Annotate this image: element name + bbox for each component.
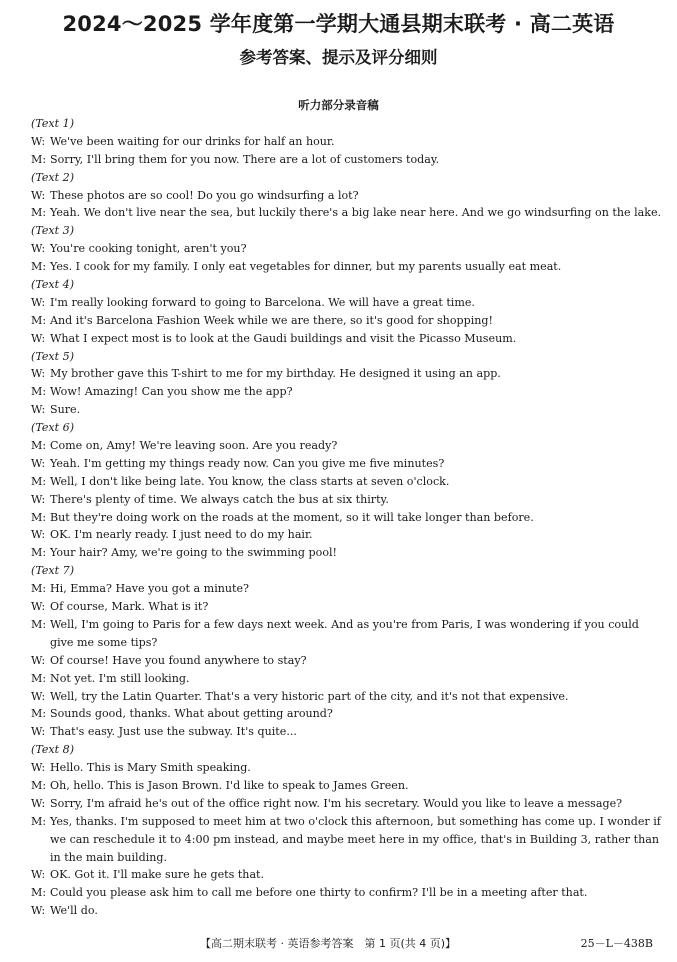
speech-text: These photos are so cool! Do you go windsurfing a lot? bbox=[50, 188, 359, 202]
transcript bbox=[31, 115, 661, 920]
dialogue-line bbox=[31, 526, 661, 544]
speech-text: Wow! Amazing! Can you show me the app? bbox=[50, 385, 293, 399]
dialogue-line bbox=[31, 902, 661, 920]
dialogue-line bbox=[31, 312, 661, 330]
footer-page-info: 【高二期末联考 · 英语参考答案 第 1 页(共 4 页)】 bbox=[200, 937, 457, 950]
speaker-label: M: bbox=[31, 671, 47, 685]
dialogue-line bbox=[31, 365, 661, 383]
speech-text: Well, try the Latin Quarter. That's a very historic part of the city, and it's not that expensive. bbox=[50, 689, 569, 703]
speaker-label: M: bbox=[31, 385, 47, 399]
speech-text: And it's Barcelona Fashion Week while we are there, so it's good for shopping! bbox=[50, 313, 493, 327]
speech-text: Well, I'm going to Paris for a few days next week. And as you're from Paris, I was wondering if you could give me some tips? bbox=[50, 617, 639, 649]
dialogue-line bbox=[31, 509, 661, 527]
text-label: (Text 4) bbox=[31, 278, 75, 292]
dialogue-line bbox=[31, 455, 661, 473]
speech-text: Yeah. I'm getting my things ready now. Can you give me five minutes? bbox=[50, 456, 445, 470]
text-label: (Text 8) bbox=[31, 743, 75, 757]
speech-text: Could you please ask him to call me before one thirty to confirm? I'll be in a meeting after that. bbox=[50, 886, 588, 900]
speech-text: Yeah. We don't live near the sea, but luckily there's a big lake near here. And we go windsurfing on the lake. bbox=[50, 206, 662, 220]
speech-text: Hello. This is Mary Smith speaking. bbox=[50, 761, 251, 775]
speech-text: My brother gave this T-shirt to me for my birthday. He designed it using an app. bbox=[50, 367, 501, 381]
speaker-label: M: bbox=[31, 206, 47, 220]
speech-text: I'm really looking forward to going to Barcelona. We will have a great time. bbox=[50, 295, 475, 309]
dialogue-line bbox=[31, 544, 661, 562]
document-title: 2024～2025 学年度第一学期大通县期末联考 · 高二英语 bbox=[62, 12, 615, 36]
speaker-label: W: bbox=[31, 134, 46, 148]
dialogue-line bbox=[31, 240, 661, 258]
speaker-label: W: bbox=[31, 403, 46, 417]
dialogue-line bbox=[31, 294, 661, 312]
speaker-label: M: bbox=[31, 439, 47, 453]
speaker-label: W: bbox=[31, 295, 46, 309]
dialogue-line bbox=[31, 133, 661, 151]
speech-text: Yes. I cook for my family. I only eat vegetables for dinner, but my parents usually eat meat. bbox=[50, 260, 562, 274]
text-label: (Text 1) bbox=[31, 117, 75, 130]
speaker-label: W: bbox=[31, 456, 46, 470]
speech-text: Yes, thanks. I'm supposed to meet him at two o'clock this afternoon, but something has come up. I wonder if we can reschedule it to 4:00 pm instead, and maybe meet here in my office, that's in Building 3, rather than in the main building. bbox=[50, 814, 661, 864]
speech-text: OK. Got it. I'll make sure he gets that. bbox=[50, 868, 265, 882]
speech-text: That's easy. Just use the subway. It's quite... bbox=[50, 725, 297, 739]
speaker-label: W: bbox=[31, 367, 46, 381]
speech-text: Oh, hello. This is Jason Brown. I'd like to speak to James Green. bbox=[50, 778, 409, 792]
dialogue-line bbox=[31, 491, 661, 509]
text-section-label bbox=[31, 115, 661, 133]
speech-text: Not yet. I'm still looking. bbox=[50, 671, 190, 685]
speech-text: Sorry, I'll bring them for you now. There are a lot of customers today. bbox=[50, 152, 440, 166]
dialogue-line bbox=[31, 580, 661, 598]
speaker-label: M: bbox=[31, 617, 47, 631]
text-label: (Text 2) bbox=[31, 170, 75, 184]
dialogue-line bbox=[31, 723, 661, 741]
speaker-label: W: bbox=[31, 689, 46, 703]
speaker-label: M: bbox=[31, 313, 47, 327]
speaker-label: W: bbox=[31, 528, 46, 542]
dialogue-line bbox=[31, 383, 661, 401]
speech-text: We'll do. bbox=[50, 904, 98, 918]
dialogue-line bbox=[31, 759, 661, 777]
dialogue-line bbox=[31, 670, 661, 688]
speech-text: Of course, Mark. What is it? bbox=[50, 600, 209, 614]
speaker-label: M: bbox=[31, 510, 47, 524]
dialogue-line bbox=[31, 401, 661, 419]
speaker-label: W: bbox=[31, 868, 46, 882]
speaker-label: W: bbox=[31, 761, 46, 775]
dialogue-line bbox=[31, 652, 661, 670]
text-section-label bbox=[31, 276, 661, 294]
document-subtitle: 参考答案、提示及评分细则 bbox=[239, 48, 438, 67]
speech-text: Well, I don't like being late. You know, the class starts at seven o'clock. bbox=[50, 474, 450, 488]
dialogue-line bbox=[31, 884, 661, 902]
speech-text: OK. I'm nearly ready. I just need to do my hair. bbox=[50, 528, 313, 542]
text-section-label bbox=[31, 348, 661, 366]
speech-text: Sorry, I'm afraid he's out of the office right now. I'm his secretary. Would you like to leave a message? bbox=[50, 796, 623, 810]
footer-code: 25－L－438B bbox=[580, 937, 653, 950]
dialogue-line bbox=[31, 616, 661, 652]
speaker-label: W: bbox=[31, 188, 46, 202]
speech-text: Come on, Amy! We're leaving soon. Are you ready? bbox=[50, 439, 338, 453]
text-label: (Text 6) bbox=[31, 421, 75, 435]
text-section-label bbox=[31, 419, 661, 437]
speech-text: There's plenty of time. We always catch the bus at six thirty. bbox=[50, 492, 389, 506]
speaker-label: W: bbox=[31, 796, 46, 810]
speech-text: We've been waiting for our drinks for half an hour. bbox=[50, 134, 335, 148]
dialogue-line bbox=[31, 598, 661, 616]
speaker-label: W: bbox=[31, 600, 46, 614]
speaker-label: M: bbox=[31, 152, 47, 166]
speaker-label: M: bbox=[31, 778, 47, 792]
text-section-label bbox=[31, 562, 661, 580]
speaker-label: M: bbox=[31, 814, 47, 828]
dialogue-line bbox=[31, 813, 661, 867]
speaker-label: W: bbox=[31, 904, 46, 918]
text-label: (Text 5) bbox=[31, 349, 75, 363]
dialogue-line bbox=[31, 151, 661, 169]
section-heading: 听力部分录音稿 bbox=[298, 98, 379, 112]
speaker-label: W: bbox=[31, 725, 46, 739]
speaker-label: M: bbox=[31, 474, 47, 488]
dialogue-line bbox=[31, 330, 661, 348]
dialogue-line bbox=[31, 204, 661, 222]
speech-text: Of course! Have you found anywhere to stay? bbox=[50, 653, 307, 667]
text-label: (Text 7) bbox=[31, 564, 75, 578]
speaker-label: W: bbox=[31, 242, 46, 256]
text-section-label bbox=[31, 169, 661, 187]
speech-text: You're cooking tonight, aren't you? bbox=[50, 242, 247, 256]
speaker-label: M: bbox=[31, 886, 47, 900]
speaker-label: M: bbox=[31, 546, 47, 560]
speech-text: Hi, Emma? Have you got a minute? bbox=[50, 582, 249, 596]
speaker-label: W: bbox=[31, 331, 46, 345]
speaker-label: M: bbox=[31, 582, 47, 596]
speech-text: Your hair? Amy, we're going to the swimming pool! bbox=[50, 546, 338, 560]
text-section-label bbox=[31, 741, 661, 759]
speech-text: What I expect most is to look at the Gaudi buildings and visit the Picasso Museum. bbox=[50, 331, 517, 345]
speaker-label: M: bbox=[31, 260, 47, 274]
dialogue-line bbox=[31, 688, 661, 706]
text-section-label bbox=[31, 222, 661, 240]
text-label: (Text 3) bbox=[31, 224, 75, 238]
dialogue-line bbox=[31, 777, 661, 795]
speech-text: Sure. bbox=[50, 403, 81, 417]
speech-text: But they're doing work on the roads at the moment, so it will take longer than before. bbox=[50, 510, 534, 524]
speaker-label: M: bbox=[31, 707, 47, 721]
dialogue-line bbox=[31, 437, 661, 455]
speaker-label: W: bbox=[31, 492, 46, 506]
speaker-label: W: bbox=[31, 653, 46, 667]
dialogue-line bbox=[31, 258, 661, 276]
speech-text: Sounds good, thanks. What about getting around? bbox=[50, 707, 333, 721]
dialogue-line bbox=[31, 187, 661, 205]
dialogue-line bbox=[31, 795, 661, 813]
dialogue-line bbox=[31, 866, 661, 884]
dialogue-line bbox=[31, 473, 661, 491]
dialogue-line bbox=[31, 705, 661, 723]
